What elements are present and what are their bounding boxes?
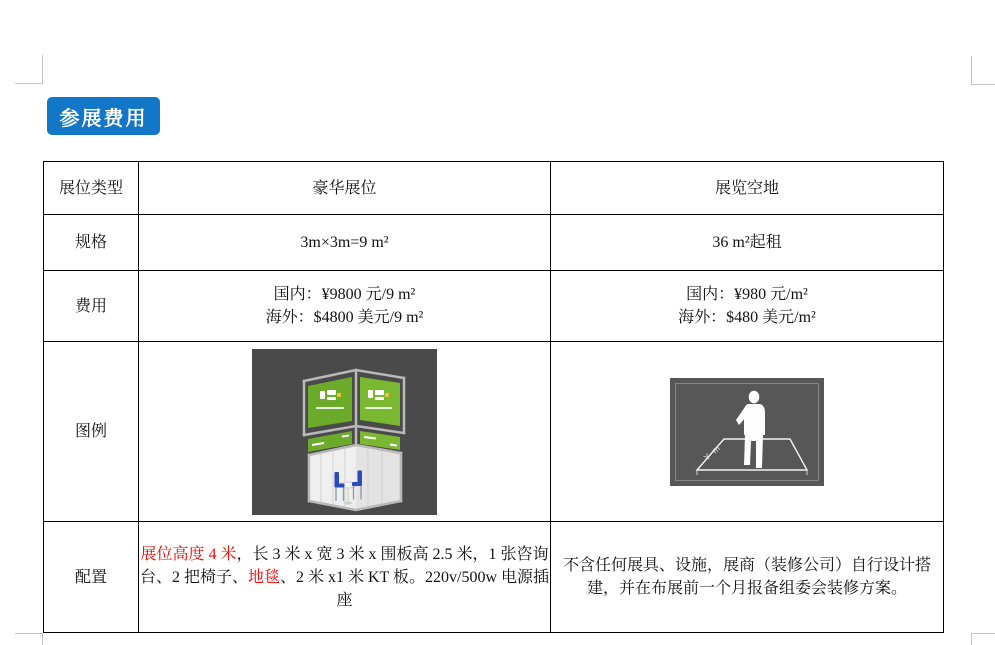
cell-legend-deluxe bbox=[139, 342, 551, 522]
cell-config-space: 不含任何展具、设施，展商（装修公司）自行设计搭建，并在布展前一个月报备组委会装修方案。 bbox=[551, 522, 944, 633]
cell-fee-deluxe bbox=[139, 271, 551, 342]
config-deluxe-carpet: 地毯 bbox=[247, 568, 280, 586]
space-dimension-label: Y m bbox=[701, 441, 723, 462]
cell-spec-space: 36 m²起租 bbox=[551, 215, 944, 271]
exhibition-fee-table bbox=[43, 161, 944, 633]
table-row-booth-type bbox=[44, 162, 944, 215]
section-title-badge: 参展费用 bbox=[47, 97, 160, 135]
table-row-spec bbox=[44, 215, 944, 271]
fee-space-domestic: 国内：¥980 元/m² bbox=[686, 286, 808, 303]
page-margin-mark-bottom-right bbox=[971, 633, 995, 645]
row-header-spec: 规格 bbox=[44, 215, 139, 271]
table-row-fee bbox=[44, 271, 944, 342]
fee-space-overseas: 海外：$480 美元/m² bbox=[678, 309, 816, 326]
page-margin-mark-bottom-left bbox=[15, 633, 43, 645]
fee-deluxe-domestic: 国内：¥9800 元/9 m² bbox=[273, 286, 416, 303]
open-space-illustration bbox=[670, 378, 824, 486]
row-header-booth-type: 展位类型 bbox=[44, 162, 139, 215]
page-margin-mark-top-right bbox=[971, 56, 995, 85]
table-row-config bbox=[44, 522, 944, 633]
fee-deluxe-overseas: 海外：$4800 美元/9 m² bbox=[265, 309, 424, 326]
row-header-legend: 图例 bbox=[44, 342, 139, 522]
row-header-config: 配置 bbox=[44, 522, 139, 633]
cell-config-deluxe bbox=[139, 522, 551, 633]
config-deluxe-tail: 、2 米 x1 米 KT 板。220v/500w 电源插座 bbox=[279, 568, 550, 609]
cell-legend-space bbox=[551, 342, 944, 522]
config-deluxe-height: 展位高度 4 米 bbox=[140, 545, 237, 563]
config-deluxe-mid: ，长 3 米 x 宽 3 米 x 围板高 2.5 米，1 张咨询台、2 把椅子、 bbox=[139, 545, 549, 586]
cell-booth-type-deluxe: 豪华展位 bbox=[139, 162, 551, 215]
row-header-fee: 费用 bbox=[44, 271, 139, 342]
cell-fee-space bbox=[551, 271, 944, 342]
table-row-legend bbox=[44, 342, 944, 522]
page-margin-mark-top-left bbox=[15, 55, 43, 84]
booth-illustration bbox=[252, 349, 437, 515]
cell-booth-type-space: 展览空地 bbox=[551, 162, 944, 215]
cell-spec-deluxe: 3m×3m=9 m² bbox=[139, 215, 551, 271]
